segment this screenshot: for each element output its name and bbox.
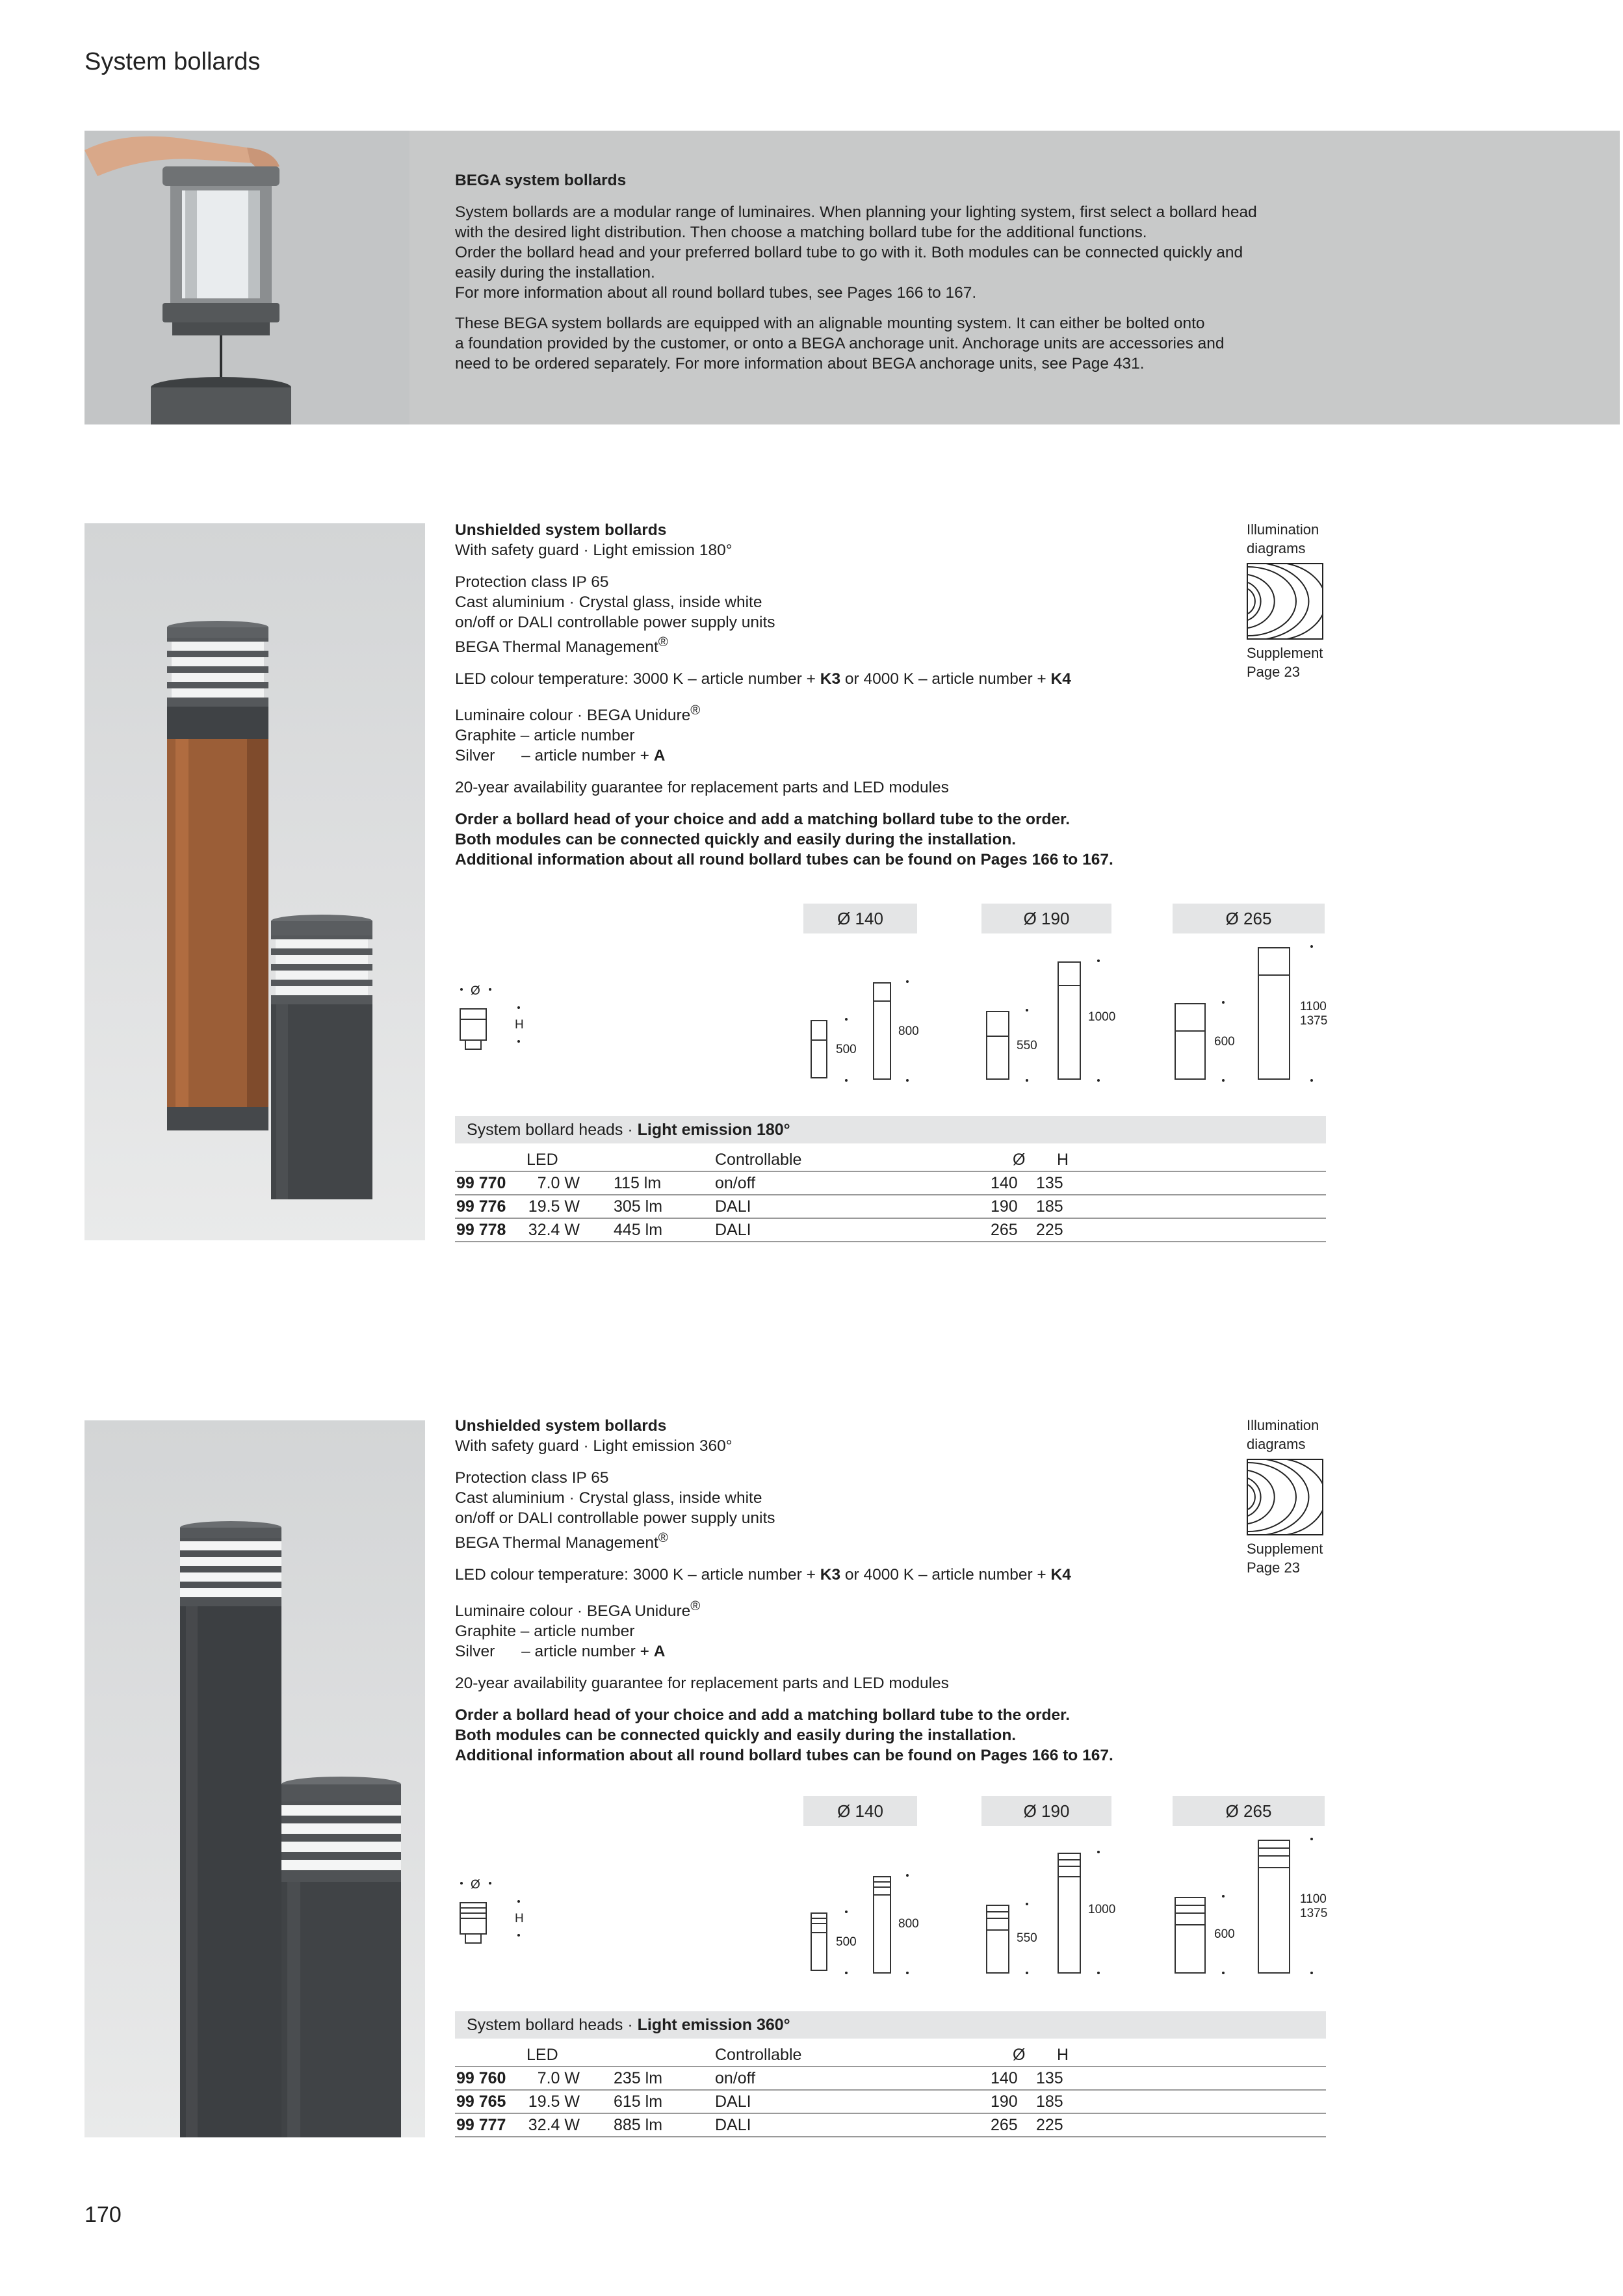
intro-line: Order the bollard head and your preferred bollard tube to go with it. Both modules can be connected quickly and	[455, 244, 1243, 261]
dimension-header-190: Ø 190	[981, 1796, 1111, 1826]
section-heading: Unshielded system bollards	[455, 1417, 667, 1435]
dimension-header-140: Ø 140	[803, 1796, 917, 1826]
registered-mark: ®	[658, 1531, 668, 1545]
spec-k4: K4	[1050, 670, 1071, 688]
legend-diameter-label: Ø	[471, 1878, 480, 1892]
spec-colour: Luminaire colour · BEGA Unidure	[455, 707, 691, 725]
table-row: 99 770 7.0 W 115 lm on/off 140 135	[455, 1172, 1326, 1195]
section-360-text	[455, 1416, 1222, 1777]
table-row: 99 760 7.0 W 235 lm on/off 140 135	[455, 2067, 1326, 2091]
intro-line: need to be ordered separately. For more information about BEGA anchorage units, see Page 431.	[455, 355, 1145, 372]
table-row: 99 777 32.4 W 885 lm DALI 265 225	[455, 2114, 1326, 2137]
dim-d140-tube: 800	[898, 1024, 919, 1038]
table-caption: System bollard heads · Light emission 180°	[455, 1116, 1326, 1143]
order-note: Additional information about all round bollard tubes can be found on Pages 166 to 167.	[455, 1747, 1113, 1765]
dim-d265-head: 600	[1214, 1035, 1235, 1049]
illumination-diagram-icon	[1247, 1459, 1323, 1535]
spec-silver-code: A	[653, 1643, 666, 1661]
supplement-label: Supplement Page 23	[1247, 1541, 1323, 1576]
supplement-label: Supplement Page 23	[1247, 645, 1323, 680]
dim-d265-tube-a: 1100	[1300, 1000, 1327, 1013]
legend-diameter-label: Ø	[471, 984, 480, 998]
spec-protection: Protection class IP 65	[455, 573, 609, 591]
legend-height-label: H	[515, 1018, 524, 1032]
intro-line: with the desired light distribution. Then choose a matching bollard tube for the additional functions.	[455, 224, 1147, 241]
intro-line: System bollards are a modular range of luminaires. When planning your lighting system, first select a bollard head	[455, 203, 1257, 221]
spec-graphite: Graphite – article number	[455, 727, 635, 745]
spec-graphite: Graphite – article number	[455, 1623, 635, 1641]
order-note: Order a bollard head of your choice and add a matching bollard tube to the order.	[455, 811, 1071, 829]
registered-mark: ®	[658, 635, 668, 649]
spec-led: LED colour temperature: 3000 K – article number +	[455, 1566, 820, 1584]
dim-d140-tube: 800	[898, 1917, 919, 1931]
table-row: 99 776 19.5 W 305 lm DALI 190 185	[455, 1195, 1326, 1219]
dimension-drawings-360	[448, 1830, 1332, 1986]
section-subheading: With safety guard · Light emission 360°	[455, 1437, 733, 1455]
dim-d190-head: 550	[1017, 1039, 1037, 1052]
order-note: Both modules can be connected quickly and easily during the installation.	[455, 831, 1017, 849]
table-caption: System bollard heads · Light emission 360°	[455, 2011, 1326, 2039]
illumination-label: Illumination diagrams	[1247, 1417, 1319, 1452]
registered-mark: ®	[690, 703, 701, 718]
dimension-header-265: Ø 265	[1173, 904, 1325, 933]
dim-d265-tube-a: 1100	[1300, 1892, 1327, 1906]
spec-material: Cast aluminium · Crystal glass, inside white	[455, 1489, 762, 1507]
spec-power: on/off or DALI controllable power supply units	[455, 1509, 775, 1527]
spec-silver: Silver – article number +	[455, 1643, 654, 1661]
page-number: 170	[84, 2202, 122, 2227]
dimension-header-140: Ø 140	[803, 904, 917, 933]
dim-d140-head: 500	[836, 1043, 857, 1056]
product-photo-180	[84, 523, 425, 1240]
section-heading: Unshielded system bollards	[455, 521, 667, 539]
table-header: LED Controllable Ø H	[455, 2044, 1326, 2067]
order-note: Both modules can be connected quickly and easily during the installation.	[455, 1727, 1017, 1745]
registered-mark: ®	[690, 1599, 701, 1614]
illumination-diagram-icon	[1247, 563, 1323, 640]
table-header: LED Controllable Ø H	[455, 1149, 1326, 1172]
spec-led-mid: or 4000 K – article number +	[840, 670, 1051, 688]
spec-led: LED colour temperature: 3000 K – article number +	[455, 670, 820, 688]
table-row: 99 765 19.5 W 615 lm DALI 190 185	[455, 2091, 1326, 2114]
spec-k4: K4	[1050, 1566, 1071, 1584]
spec-silver-code: A	[653, 747, 666, 765]
dim-d190-tube: 1000	[1088, 1010, 1116, 1024]
order-note: Additional information about all round bollard tubes can be found on Pages 166 to 167.	[455, 851, 1113, 869]
dimension-drawings-180	[448, 936, 1332, 1092]
product-photo-360	[84, 1420, 425, 2137]
dimension-header-265: Ø 265	[1173, 1796, 1325, 1826]
intro-line: easily during the installation.	[455, 264, 655, 281]
spec-guarantee: 20-year availability guarantee for replacement parts and LED modules	[455, 779, 949, 797]
intro-heading: BEGA system bollards	[455, 172, 627, 189]
section-subheading: With safety guard · Light emission 180°	[455, 541, 733, 559]
spec-led-mid: or 4000 K – article number +	[840, 1566, 1051, 1584]
intro-text	[455, 170, 1339, 384]
article-table-180	[455, 1116, 1326, 1242]
intro-line: For more information about all round bollard tubes, see Pages 166 to 167.	[455, 284, 977, 302]
spec-power: on/off or DALI controllable power supply units	[455, 614, 775, 631]
spec-guarantee: 20-year availability guarantee for replacement parts and LED modules	[455, 1675, 949, 1693]
spec-thermal: BEGA Thermal Management	[455, 1534, 658, 1552]
dim-d140-head: 500	[836, 1935, 857, 1949]
intro-product-photo	[84, 131, 409, 424]
order-note: Order a bollard head of your choice and add a matching bollard tube to the order.	[455, 1706, 1071, 1725]
spec-silver: Silver – article number +	[455, 747, 654, 765]
article-table-360	[455, 2011, 1326, 2137]
dim-d265-tube-b: 1375	[1300, 1907, 1328, 1920]
dim-d190-tube: 1000	[1088, 1903, 1116, 1916]
intro-line: a foundation provided by the customer, or onto a BEGA anchorage unit. Anchorage units are accessories and	[455, 335, 1225, 352]
dimension-header-190: Ø 190	[981, 904, 1111, 933]
spec-k3: K3	[820, 670, 841, 688]
spec-k3: K3	[820, 1566, 841, 1584]
spec-protection: Protection class IP 65	[455, 1469, 609, 1487]
spec-colour: Luminaire colour · BEGA Unidure	[455, 1602, 691, 1621]
spec-thermal: BEGA Thermal Management	[455, 638, 658, 657]
dim-d265-head: 600	[1214, 1927, 1235, 1941]
legend-height-label: H	[515, 1912, 524, 1925]
intro-line: These BEGA system bollards are equipped with an alignable mounting system. It can either be bolted onto	[455, 315, 1205, 332]
page-title: System bollards	[84, 48, 261, 75]
dim-d190-head: 550	[1017, 1931, 1037, 1945]
table-row: 99 778 32.4 W 445 lm DALI 265 225	[455, 1219, 1326, 1242]
illumination-label: Illumination diagrams	[1247, 521, 1319, 556]
spec-material: Cast aluminium · Crystal glass, inside white	[455, 594, 762, 611]
dim-d265-tube-b: 1375	[1300, 1014, 1328, 1028]
section-180-text	[455, 520, 1222, 881]
